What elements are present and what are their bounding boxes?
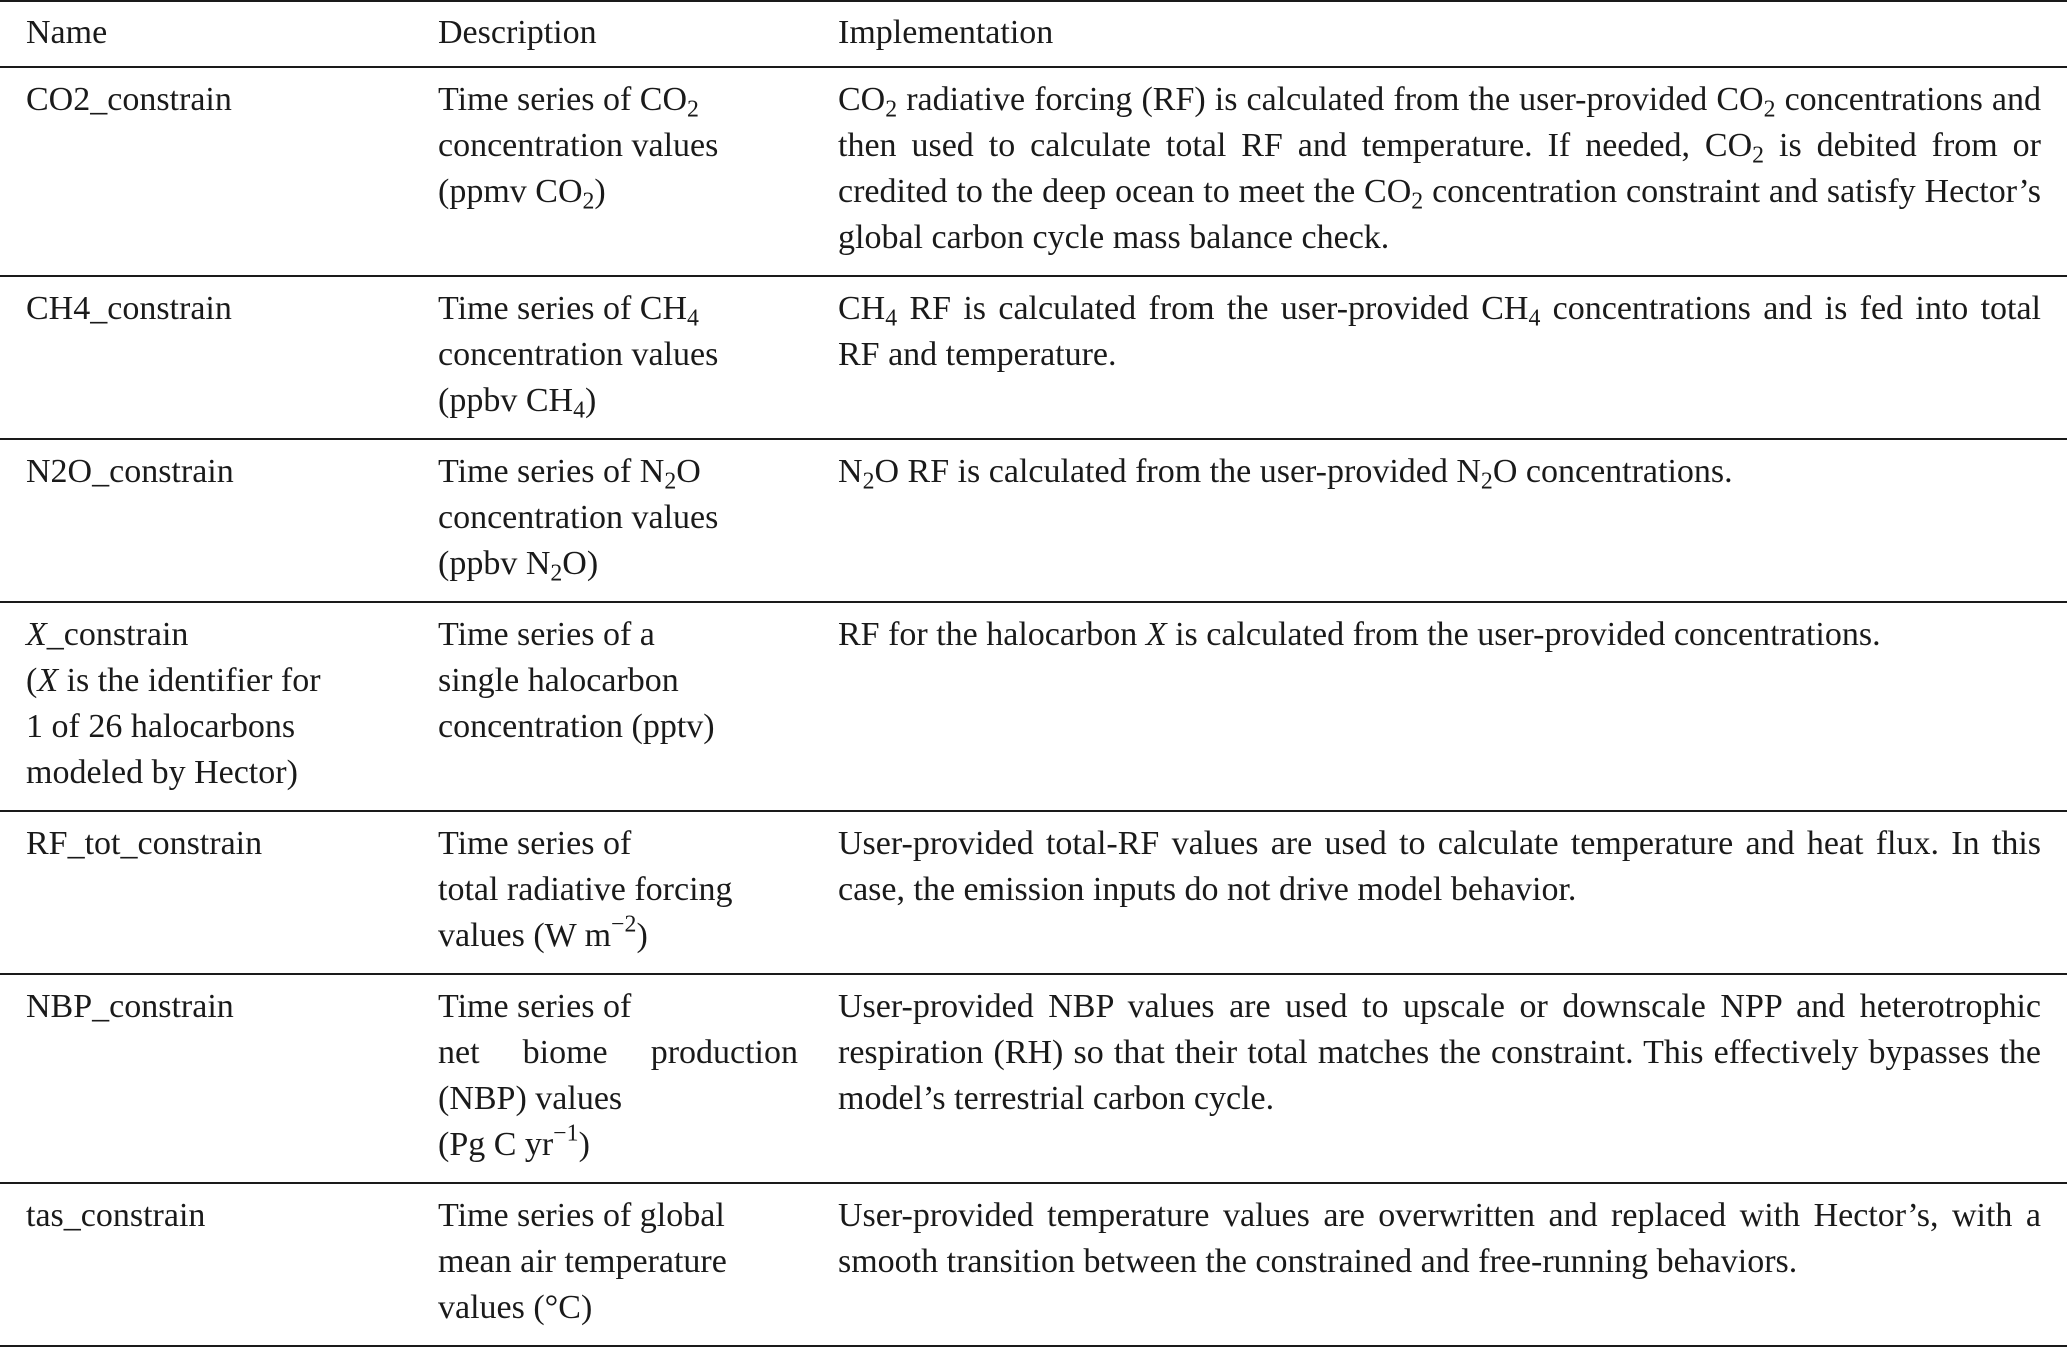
desc-text: ) [578,1126,590,1163]
desc-text: single halocarbon [438,662,679,699]
impl-text: O concentrations. [1492,453,1733,490]
desc-text: net biome production (NBP) values [438,1034,798,1117]
row-description [412,974,812,1183]
desc-text: Time series of CH [438,290,688,327]
desc-text: O [676,453,701,490]
desc-text: ) [584,382,597,419]
row-description [412,439,812,602]
impl-text: concentrations and then used to calculate total RF and temperature. If needed, CO [838,81,2041,164]
desc-superscript: −2 [611,911,637,938]
table-row [0,67,2067,276]
desc-text: O) [562,545,599,582]
row-name: N2O_constrain [0,439,412,602]
table-row [0,811,2067,974]
table-header [0,1,2067,67]
name-variable: X [37,662,59,699]
impl-subscript: 2 [1752,142,1765,169]
row-name: CO2_constrain [0,67,412,276]
row-name: RF_tot_constrain [0,811,412,974]
desc-subscript: 2 [550,560,563,587]
impl-subscript: 2 [1411,188,1424,215]
table-row [0,1183,2067,1346]
desc-text: Time series of a [438,616,655,653]
table-row [0,974,2067,1183]
impl-text: RF for the halocarbon [838,616,1146,653]
impl-text: RF is calculated from the user-provided CH [897,290,1529,327]
impl-text: is debited from or credited to the deep ocean to meet the CO [838,127,2042,210]
impl-subscript: 2 [862,468,875,495]
desc-text: (ppbv N [438,545,551,582]
impl-text: N [838,453,863,490]
row-description [412,1183,812,1346]
impl-text: radiative forcing (RF) is calculated from the user-provided CO [897,81,1764,118]
row-name: NBP_constrain [0,974,412,1183]
header-implementation: Implementation [812,1,2067,67]
row-implementation [812,439,2067,602]
impl-text: CH [838,290,886,327]
name-text: modeled by Hector) [26,754,298,791]
impl-subscript: 4 [885,305,898,332]
desc-text: (Pg C yr [438,1126,554,1163]
desc-text: concentration values [438,499,719,536]
impl-text: concentration constraint and satisfy Hector’s global carbon cycle mass balance check. [838,173,2041,256]
row-implementation: User-provided NBP values are used to upscale or downscale NPP and heterotrophic respiration (RH) so that their total matches the constraint. This effectively bypasses the model’s terrestrial carbon cycle. [812,974,2067,1183]
impl-text: O RF is calculated from the user-provided N [874,453,1481,490]
desc-text: total radiative forcing [438,871,733,908]
desc-subscript: 2 [687,96,699,123]
header-description: Description [412,1,812,67]
impl-variable: X [1145,616,1167,653]
desc-text: (ppmv CO [438,173,583,210]
impl-subscript: 2 [1480,468,1493,495]
desc-subscript: 4 [573,397,585,424]
row-implementation [812,602,2067,811]
desc-text: ) [636,917,648,954]
row-implementation: User-provided total-RF values are used to calculate temperature and heat flux. In this case, the emission inputs do not drive model behavior. [812,811,2067,974]
impl-text: CO [838,81,886,118]
desc-text: concentration values [438,127,719,164]
desc-text: values (W m [438,917,612,954]
row-description [412,67,812,276]
header-name: Name [0,1,412,67]
table-row [0,439,2067,602]
name-text: is the identifier for [58,662,321,699]
desc-text: Time series of [438,988,632,1025]
desc-text: Time series of N [438,453,665,490]
row-description [412,602,812,811]
row-name: tas_constrain [0,1183,412,1346]
row-name: CH4_constrain [0,276,412,439]
desc-subscript: 2 [582,188,595,215]
desc-text: Time series of global [438,1197,725,1234]
row-implementation [812,67,2067,276]
desc-superscript: −1 [553,1120,579,1147]
header-row [0,1,2067,67]
desc-subscript: 4 [687,305,699,332]
row-implementation: User-provided temperature values are overwritten and replaced with Hector’s, with a smooth transition between the constrained and free-running behaviors. [812,1183,2067,1346]
row-description [412,276,812,439]
row-implementation [812,276,2067,439]
impl-subscript: 4 [1528,305,1541,332]
desc-text: mean air temperature [438,1243,727,1280]
impl-text: is calculated from the user-provided concentrations. [1166,616,1881,653]
desc-subscript: 2 [664,468,677,495]
desc-text: ) [594,173,606,210]
desc-text: Time series of [438,825,632,862]
name-text: ( [26,662,38,699]
desc-text: concentration values [438,336,719,373]
row-description [412,811,812,974]
table-row [0,602,2067,811]
impl-text: concentrations and is fed into total RF and temperature. [838,290,2042,373]
impl-subscript: 2 [1763,96,1776,123]
desc-text: values (°C) [438,1289,593,1326]
impl-subscript: 2 [885,96,898,123]
desc-text: Time series of CO [438,81,688,118]
desc-text: concentration (pptv) [438,708,715,745]
name-text: 1 of 26 halocarbons [26,708,296,745]
desc-text: (ppbv CH [438,382,574,419]
table-row [0,276,2067,439]
name-variable: X [26,616,47,653]
row-name [0,602,412,811]
name-text: _constrain [46,616,189,653]
